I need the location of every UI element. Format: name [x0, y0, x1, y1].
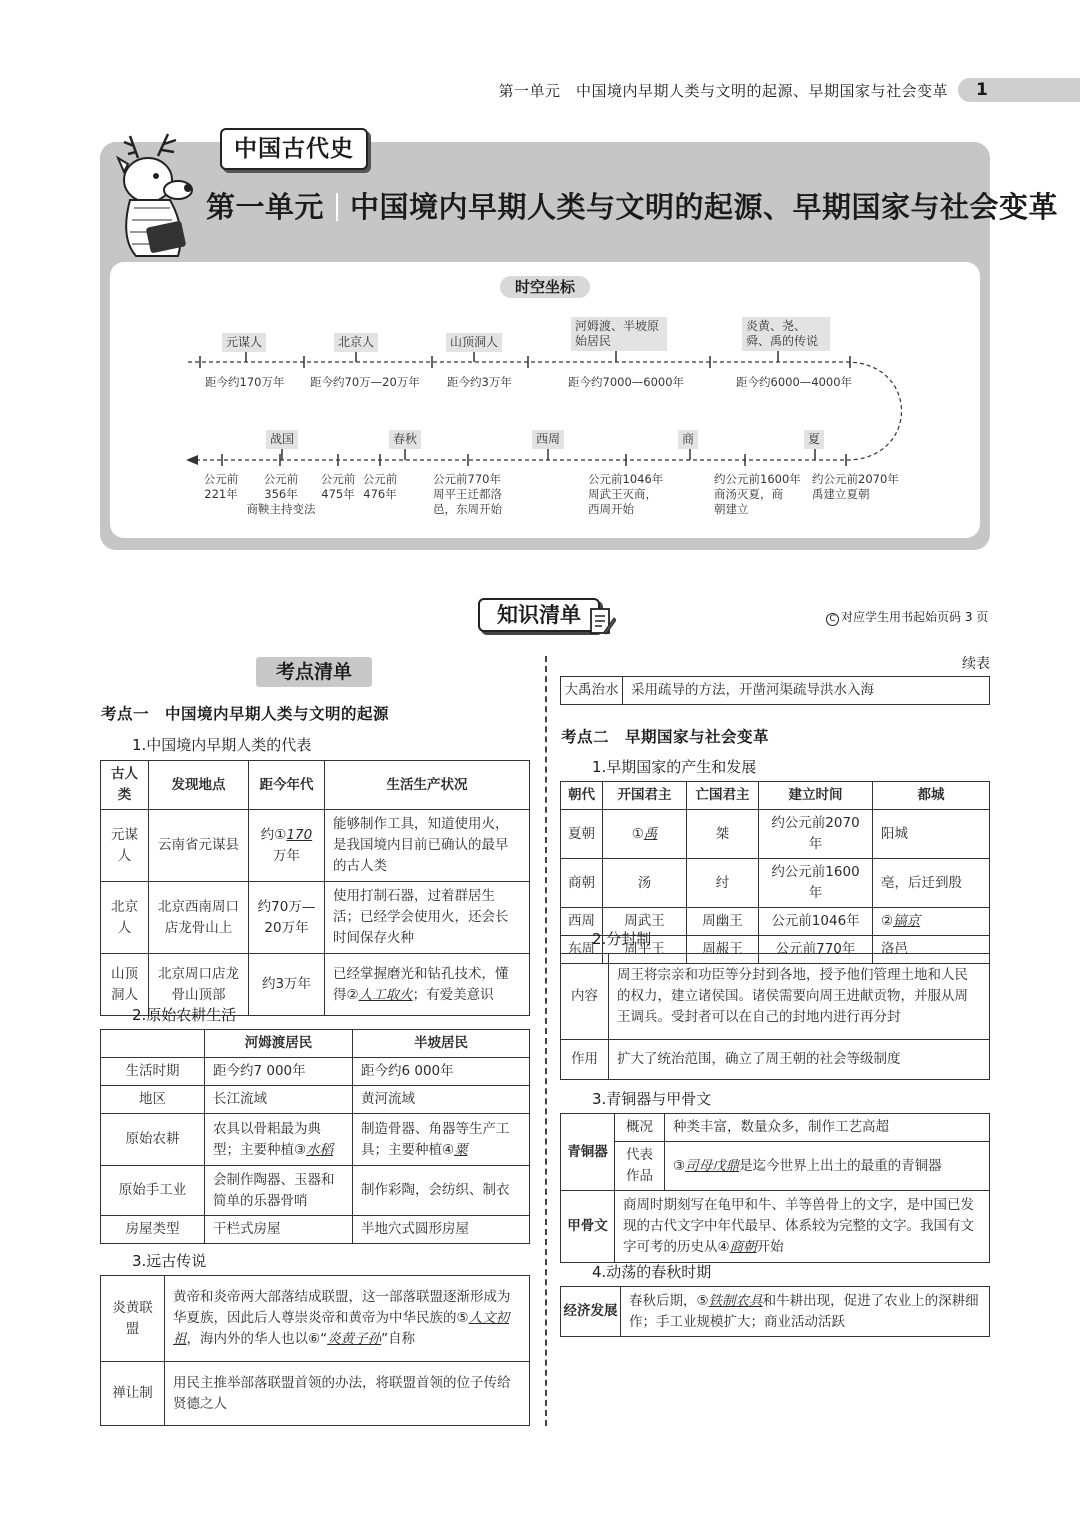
dayu-continued-table: [560, 676, 990, 705]
table-row: [561, 859, 990, 908]
table-row: [561, 1287, 990, 1337]
cell: 生活时期: [101, 1058, 205, 1086]
timeline-heading: 时空坐标: [500, 276, 590, 298]
answer: 人文初祖: [173, 1310, 510, 1347]
table-row: [561, 677, 990, 705]
date-line: 商汤灭夏，商: [714, 487, 783, 501]
col-header: 生活生产状况: [325, 761, 530, 810]
date-bottom-7: [714, 472, 801, 517]
date-bottom-6: [588, 472, 663, 517]
date-line: 221年: [204, 487, 238, 501]
enfeoffment-table: [560, 953, 990, 1080]
event-xia: 夏: [804, 430, 824, 449]
text: 和牛耕出现，促进了农业上的深耕细作；手工业规模扩大；商业活动活跃: [629, 1292, 979, 1330]
text: 万年: [273, 847, 300, 864]
col-header: 距今年代: [249, 761, 325, 810]
table-row: [101, 1058, 530, 1086]
event-spring-autumn: 春秋: [389, 430, 421, 449]
cell: [165, 1276, 530, 1362]
cell: 距今约6 000年: [353, 1058, 530, 1086]
cell: 阳城: [873, 810, 990, 859]
cell: 干栏式房屋: [205, 1216, 353, 1244]
text: ②: [881, 913, 894, 929]
col-header: 河姆渡居民: [205, 1030, 353, 1058]
col-header: 开国君主: [603, 782, 687, 810]
date-bottom-1: [198, 472, 244, 502]
answer: 禹: [643, 825, 658, 842]
cell: 能够制作工具，知道使用火，是我国境内目前已确认的最早的古人类: [325, 810, 530, 882]
date-line: 周平王迁都洛: [433, 487, 502, 501]
cell: 公元前1046年: [759, 908, 873, 936]
table-row: [101, 1086, 530, 1114]
event-yuanmou: 元谋人: [222, 333, 266, 352]
table-row: [101, 1362, 530, 1426]
date-top-4: 距今约7000—6000年: [568, 375, 685, 389]
event-western-zhou: 西周: [532, 430, 564, 449]
table-row: [101, 1216, 530, 1244]
cell: 房屋类型: [101, 1216, 205, 1244]
date-line: 商鞅主持变法: [246, 502, 316, 516]
cell: 夏朝: [561, 810, 603, 859]
date-bottom-2: [240, 472, 322, 517]
cell: 禅让制: [101, 1362, 165, 1426]
date-bottom-4: [358, 472, 402, 502]
cell: 公元前770年: [759, 936, 873, 964]
spring-autumn-table: [560, 1286, 990, 1337]
text: 春秋后期，⑤: [629, 1292, 709, 1309]
page-reference-text: 对应学生用书起始页码 3 页: [841, 610, 989, 624]
cell: 元谋人: [101, 810, 149, 882]
date-line: 朝建立: [714, 502, 749, 516]
col-header: 古人类: [101, 761, 149, 810]
cell: 汤: [603, 859, 687, 908]
cell: 纣: [687, 859, 759, 908]
cell: 原始手工业: [101, 1166, 205, 1216]
unit-name: 中国境内早期人类与文明的起源、早期国家与社会变革: [350, 190, 1059, 224]
cell: 约3万年: [249, 954, 325, 1016]
cell: 北京西南周口店龙骨山上: [149, 882, 249, 954]
cell: 周王将宗亲和功臣等分封到各地，授予他们管理土地和人民的权力，建立诸侯国。诸侯需要向周王进献贡物，并服从周王调兵。受封者可以在自己的封地内进行再分封: [609, 954, 990, 1040]
date-bottom-8: [812, 472, 899, 502]
col-header: 建立时间: [759, 782, 873, 810]
answer: 170: [286, 826, 313, 843]
cell: 周平王: [603, 936, 687, 964]
kp2-table2-title: 2.分封制: [592, 930, 652, 948]
cell: 北京人: [101, 882, 149, 954]
cell: 亳，后迁到殷: [873, 859, 990, 908]
cell: 山顶洞人: [101, 954, 149, 1016]
cell: 甲骨文: [561, 1191, 615, 1263]
cell: [873, 908, 990, 936]
date-line: 公元前770年: [433, 472, 501, 486]
cell: [353, 1114, 530, 1166]
date-line: 356年: [264, 487, 298, 501]
period-label: 中国古代史: [220, 128, 368, 170]
knowledge-list-heading: 知识清单: [478, 598, 600, 632]
date-line: 公元前: [203, 472, 239, 486]
cell: 地区: [101, 1086, 205, 1114]
cell: 约公元前1600年: [759, 859, 873, 908]
kp2-table4-title: 4.动荡的春秋时期: [592, 1263, 712, 1281]
col-header: 半坡居民: [353, 1030, 530, 1058]
cell: 距今约7 000年: [205, 1058, 353, 1086]
col-header: [101, 1030, 205, 1058]
cell: 西周: [561, 908, 603, 936]
copyright-icon: C: [826, 613, 839, 626]
cell: 种类丰富，数量众多，制作工艺高超: [665, 1114, 990, 1142]
date-line: 西周开始: [588, 502, 634, 516]
date-top-2: 距今约70万—20万年: [310, 375, 420, 389]
kp1-table3-title: 3.远古传说: [132, 1252, 207, 1270]
continued-label: 续表: [962, 656, 990, 672]
bronze-oracle-table: [560, 1113, 990, 1263]
date-line: 475年: [321, 487, 355, 501]
answer: 炎黄子孙: [327, 1331, 382, 1347]
date-top-1: 距今约170万年: [205, 375, 285, 389]
date-line: 公元前: [263, 472, 299, 486]
cell: 代表作品: [615, 1142, 665, 1191]
cell: 采用疏导的方法，开凿河渠疏导洪水入海: [623, 677, 990, 705]
col-header: 朝代: [561, 782, 603, 810]
cell: 扩大了统治范围，确立了周王朝的社会等级制度: [609, 1040, 990, 1080]
cell: 原始农耕: [101, 1114, 205, 1166]
text: ；有爱美意识: [412, 986, 494, 1003]
cell: 约70万—20万年: [249, 882, 325, 954]
date-top-5: 距今约6000—4000年: [736, 375, 853, 389]
exam-points-heading: 考点清单: [256, 657, 372, 687]
col-header: 都城: [873, 782, 990, 810]
cell: 洛邑: [873, 936, 990, 964]
cell: [249, 810, 325, 882]
event-hemudu-banpo: 河姆渡、半坡原始居民: [571, 317, 667, 351]
early-humans-table: [100, 760, 530, 1016]
answer: 镐京: [893, 913, 921, 929]
running-head: 第一单元 中国境内早期人类与文明的起源、早期国家与社会变革: [498, 82, 948, 100]
cell: 作用: [561, 1040, 609, 1080]
event-shang: 商: [678, 430, 698, 449]
answer: 铁制农具: [708, 1292, 763, 1309]
cell: 商朝: [561, 859, 603, 908]
cell: 周幽王: [687, 908, 759, 936]
event-beijing: 北京人: [334, 333, 378, 352]
text: ①: [631, 825, 644, 842]
table-row: [101, 1276, 530, 1362]
kp1-title: 考点一 中国境内早期人类与文明的起源: [101, 705, 390, 723]
table-row: [561, 1040, 990, 1080]
date-bottom-3: [316, 472, 360, 502]
answer: 粟: [454, 1141, 468, 1158]
answer: 水稻: [306, 1141, 334, 1158]
cell: 大禹治水: [561, 677, 623, 705]
page-reference: [826, 608, 988, 626]
event-warring-states: 战国: [266, 430, 298, 449]
table-row: [101, 1114, 530, 1166]
cell: 云南省元谋县: [149, 810, 249, 882]
cell: 青铜器: [561, 1114, 615, 1191]
text: 开始: [756, 1239, 784, 1255]
kp1-table2-title: 2.原始农耕生活: [132, 1006, 237, 1024]
kp2-title: 考点二 早期国家与社会变革: [561, 728, 770, 746]
cell: 半地穴式圆形房屋: [353, 1216, 530, 1244]
date-line: 约公元前1600年: [714, 472, 801, 486]
table-row: [101, 810, 530, 882]
unit-number: 第一单元: [206, 190, 325, 224]
cell: 桀: [687, 810, 759, 859]
table-row: [561, 1114, 990, 1142]
date-line: 邑，东周开始: [433, 502, 502, 516]
text: 黄帝和炎帝两大部落结成联盟，这一部落联盟逐渐形成为华夏族，因此后人尊崇炎帝和黄帝为中华民族的⑤: [173, 1289, 511, 1326]
legends-table: [100, 1275, 530, 1426]
answer: 商朝: [729, 1239, 757, 1255]
col-header: 亡国君主: [687, 782, 759, 810]
date-line: 约公元前2070年: [812, 472, 899, 486]
date-bottom-5: [433, 472, 502, 517]
column-divider: [545, 656, 547, 1426]
cell: 用民主推举部落联盟首领的办法，将联盟首领的位子传给贤德之人: [165, 1362, 530, 1426]
cell: 经济发展: [561, 1287, 621, 1337]
cell: [621, 1287, 990, 1337]
table-row: [561, 954, 990, 1040]
cell: 周武王: [603, 908, 687, 936]
text: 制造骨器、角器等生产工具；主要种植④: [361, 1120, 510, 1158]
cell: 长江流域: [205, 1086, 353, 1114]
cell: 概况: [615, 1114, 665, 1142]
agriculture-table: [100, 1029, 530, 1244]
page-number: 1: [958, 78, 1080, 102]
table-row: [561, 1191, 990, 1263]
kp1-table1-title: 1.中国境内早期人类的代表: [132, 736, 312, 754]
col-header: 发现地点: [149, 761, 249, 810]
cell: 东周: [561, 936, 603, 964]
text: 已经掌握磨光和钻孔技术，懂得②: [333, 965, 509, 1003]
cell: 黄河流域: [353, 1086, 530, 1114]
answer: 司母戊鼎: [685, 1157, 740, 1174]
date-line: 公元前: [362, 472, 398, 486]
answer: 人工取火: [358, 986, 413, 1003]
cell: 使用打制石器，过着群居生活；已经学会使用火，还会长时间保存火种: [325, 882, 530, 954]
text: ③: [673, 1157, 686, 1174]
cell: [325, 954, 530, 1016]
event-shandingdong: 山顶洞人: [446, 333, 502, 352]
kp2-table3-title: 3.青铜器与甲骨文: [592, 1090, 712, 1108]
cell: 炎黄联盟: [101, 1276, 165, 1362]
text: ，海内外的华人也以⑥“: [186, 1331, 328, 1347]
cell: 制作彩陶，会纺织、制衣: [353, 1166, 530, 1216]
cell: 周赧王: [687, 936, 759, 964]
date-top-3: 距今约3万年: [447, 375, 512, 389]
cell: 北京周口店龙骨山顶部: [149, 954, 249, 1016]
cell: [205, 1114, 353, 1166]
date-line: 周武王灭商，: [588, 487, 657, 501]
text: ”自称: [381, 1331, 416, 1347]
date-line: 禹建立夏朝: [812, 487, 870, 501]
notebook-pencil-icon: [588, 606, 616, 636]
date-line: 公元前: [320, 472, 356, 486]
cell: [603, 810, 687, 859]
date-line: 476年: [363, 487, 397, 501]
text: 是迄今世界上出土的最重的青铜器: [739, 1157, 942, 1174]
date-line: 公元前1046年: [588, 472, 664, 486]
cell: 内容: [561, 954, 609, 1040]
cell: [665, 1142, 990, 1191]
cell: 会制作陶器、玉器和简单的乐器骨哨: [205, 1166, 353, 1216]
cell: [615, 1191, 990, 1263]
event-legends: 炎黄、尧、舜、禹的传说: [742, 317, 830, 351]
table-row: [561, 810, 990, 859]
kp2-table1-title: 1.早期国家的产生和发展: [592, 758, 757, 776]
text: 约①: [260, 826, 287, 843]
table-row: [101, 1166, 530, 1216]
text: 商周时期刻写在龟甲和牛、羊等兽骨上的文字，是中国已发现的古代文字中年代最早、体系较为完整的文字。我国有文字可考的历史从④: [623, 1197, 974, 1255]
cell: 约公元前2070年: [759, 810, 873, 859]
text: 农具以骨耜最为典型；主要种植③: [213, 1120, 321, 1158]
table-row: [561, 1142, 990, 1191]
table-row: [101, 882, 530, 954]
